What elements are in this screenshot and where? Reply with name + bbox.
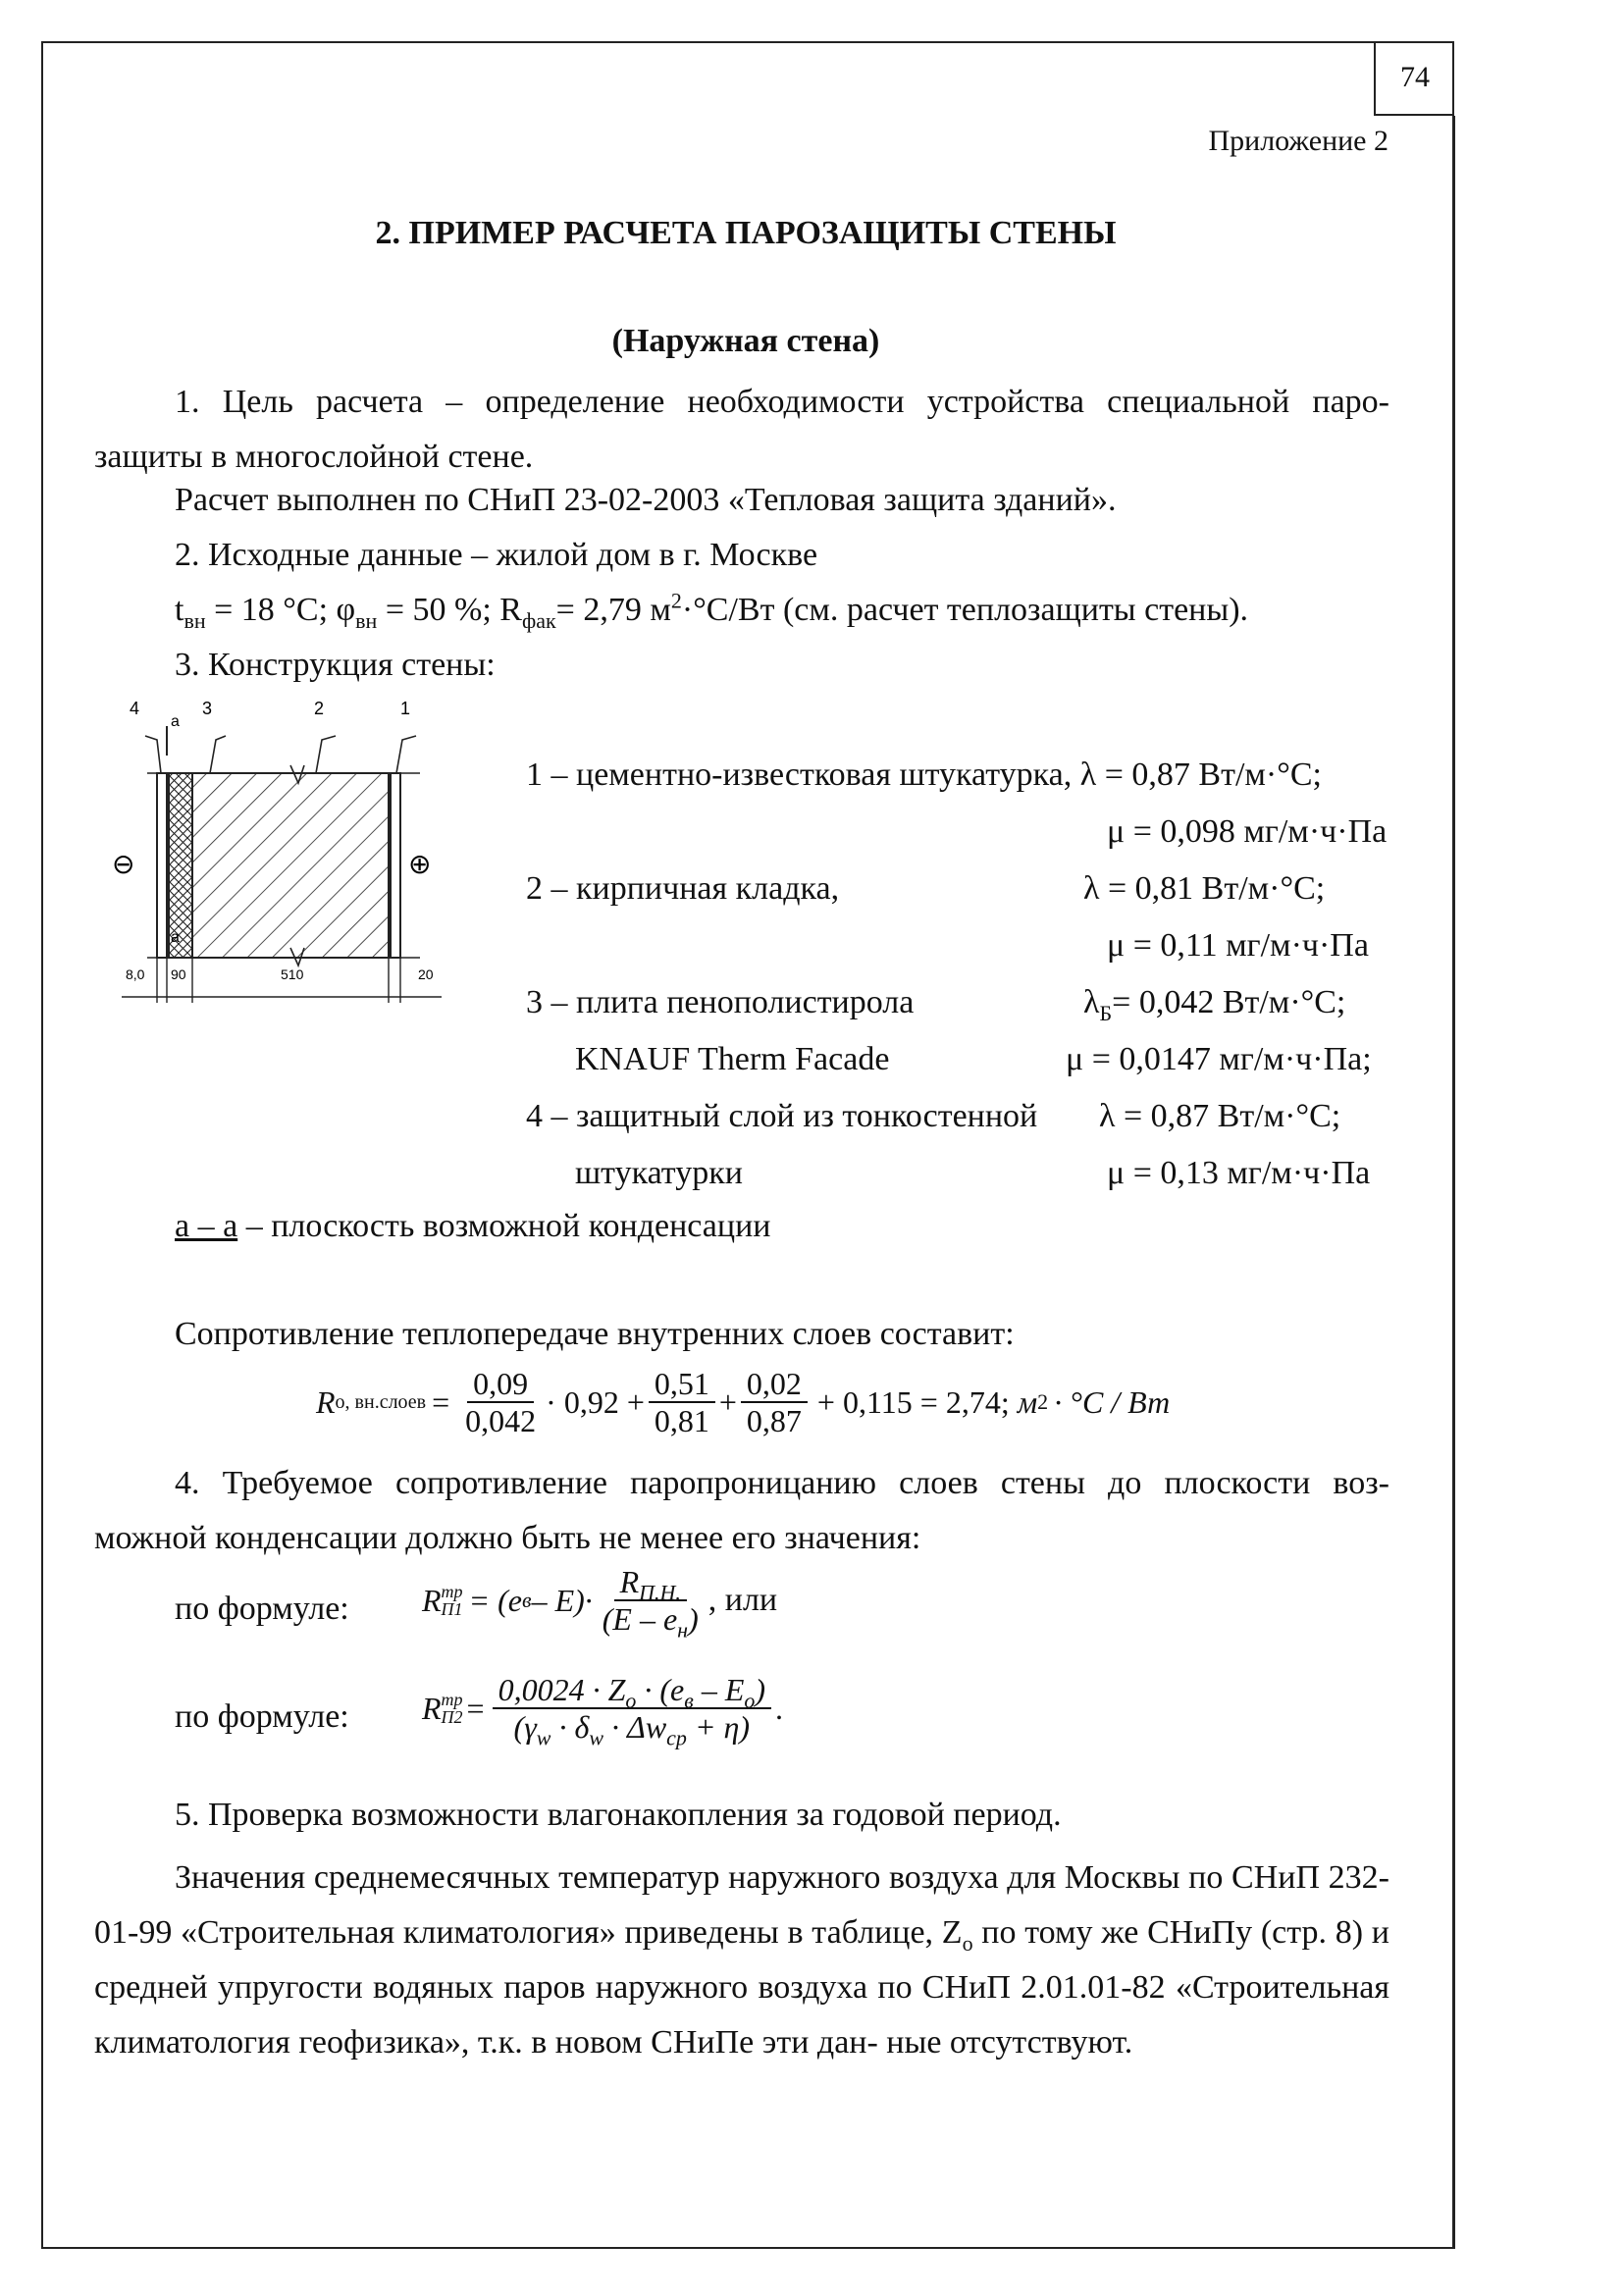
page-subtitle: (Наружная стена) [611,323,880,359]
fraction-p2: $\frac{0,0024 \cdot Z_о \cdot (e_в - E_о)}{(\gamma_w \cdot \delta_w \cdot \Delta w_{ср} + \eta)}$ [493,1672,771,1745]
dim-20: 20 [418,966,434,982]
diagram-label-4: 4 [130,699,140,718]
layer-4-plaster [157,773,167,958]
fraction-3: $\frac{0,02}{0,87}$ [741,1366,808,1438]
right-border-line [1452,116,1455,2249]
formula-resistance: R о, вн.слоев = $\frac{0,09}{0,042}$ · 0,92 + $\frac{0,51}{0,81}$ + $\frac{0,02}{0,87}$ + 0,115 = 2,74; м 2 · °С / Вт [316,1366,1171,1438]
formula-p1: R тр П1 = (e в – E)· $\frac{R_{П.Н.}}{(E - e_н)}$ , или [422,1564,778,1643]
formula-p2-label: по формуле: [175,1698,349,1735]
layer-1-mu: μ = 0,098 мг/м·ч·Па [1107,813,1388,850]
leader-1 [396,736,416,773]
leader-4 [145,736,161,773]
layer-4-lambda: λ = 0,87 Вт/м·°С; [1099,1098,1341,1134]
paragraph-basis: Расчет выполнен по СНиП 23-02-2003 «Тепловая защита зданий». [175,482,1117,518]
page-title: 2. ПРИМЕР РАСЧЕТА ПАРОЗАЩИТЫ СТЕНЫ [375,215,1117,251]
layer-2-brick [192,773,389,958]
layer-3-name2: KNAUF Therm Facade [575,1041,890,1077]
paragraph-check: 5. Проверка возможности влагонакопления за годовой период. [175,1797,1062,1833]
leader-3 [210,736,226,773]
layer-2-lambda: λ = 0,81 Вт/м·°С; [1083,870,1326,907]
layer-1-name: 1 – цементно-известковая штукатурка, λ = 0,87 Вт/м·°С; [526,757,1322,793]
condensation-plane: а – а – плоскость возможной конденсации [175,1208,771,1244]
paragraph-construction: 3. Конструкция стены: [175,647,496,683]
formula-p2: R тр П2 = $\frac{0,0024 \cdot Z_о \cdot (e_в - E_о)}{(\gamma_w \cdot \delta_w \cdot \Delta w_{ср} + \eta)}$ . [422,1672,784,1750]
layer-3-lambda: $\lambda_Б= 0,042$ Вт/м·°С; [1083,984,1346,1025]
dim-8: 8,0 [126,966,145,982]
leader-2 [316,736,336,773]
paragraph-climate: Значения среднемесячных температур наружного воздуха для Москвы по СНиП 232-01-99 «Строительная климатология» приведены в таблице, $Z_о$ по тому же СНиПу (стр. 8) и средней упругости водяных паров наружного воздуха по СНиП 2.01.01-82 «Строительная климатология геофизика», т.к. в новом СНиПе эти дан- ные отсутствуют. [94,1859,1389,2061]
formula-p1-label: по формуле: [175,1591,349,1627]
dim-90: 90 [171,966,186,982]
layer-2-name: 2 – кирпичная кладка, [526,870,840,907]
fraction-2: $\frac{0,51}{0,81}$ [649,1366,715,1438]
fraction-p1: $\frac{R_{П.Н.}}{(E - e_н)}$ [602,1564,699,1643]
wall-diagram [108,697,461,1011]
appendix-label: Приложение 2 [1208,125,1388,157]
layer-1-plaster [391,773,400,958]
sign-minus: ⊖ [112,849,135,879]
diagram-label-2: 2 [314,699,325,718]
paragraph-parameters: $t_{вн} = 18$ °С; $\varphi_{вн} = 50$ %; $R_{фак}= 2,79$ $м^2\cdot^\circ С/Вт$ (см. расчет теплозащиты стены). [175,588,1249,633]
paragraph-initial-data: 2. Исходные данные – жилой дом в г. Москве [175,537,818,573]
diagram-label-1: 1 [400,699,411,718]
sign-plus: ⊕ [408,849,432,879]
layer-2-mu: μ = 0,11 мг/м·ч·Па [1107,927,1369,964]
paragraph-required: 4. Требуемое сопротивление паропроницанию слоев стены до плоскости воз- можной конденсации должно быть не менее его значения: [94,1465,1389,1556]
page-number: 74 [1374,41,1454,116]
fraction-1: $\frac{0,09}{0,042}$ [465,1366,537,1438]
layer-4-mu: μ = 0,13 мг/м·ч·Па [1107,1155,1371,1191]
layer-3-name: 3 – плита пенополистирола [526,984,915,1020]
layer-3-mu: μ = 0,0147 мг/м·ч·Па; [1066,1041,1372,1077]
paragraph-resistance: Сопротивление теплопередаче внутренних слоев составит: [175,1316,1015,1352]
diagram-label-a-bottom: a [171,929,180,946]
dim-510: 510 [281,966,304,982]
diagram-label-3: 3 [202,699,213,718]
layer-4-name2: штукатурки [575,1155,743,1191]
paragraph-goal: 1. Цель расчета – определение необходимости устройства специальной паро- защиты в многослойной стене. [94,384,1389,475]
layer-4-name: 4 – защитный слой из тонкостенной [526,1098,1038,1134]
diagram-label-a-top: a [171,713,180,730]
